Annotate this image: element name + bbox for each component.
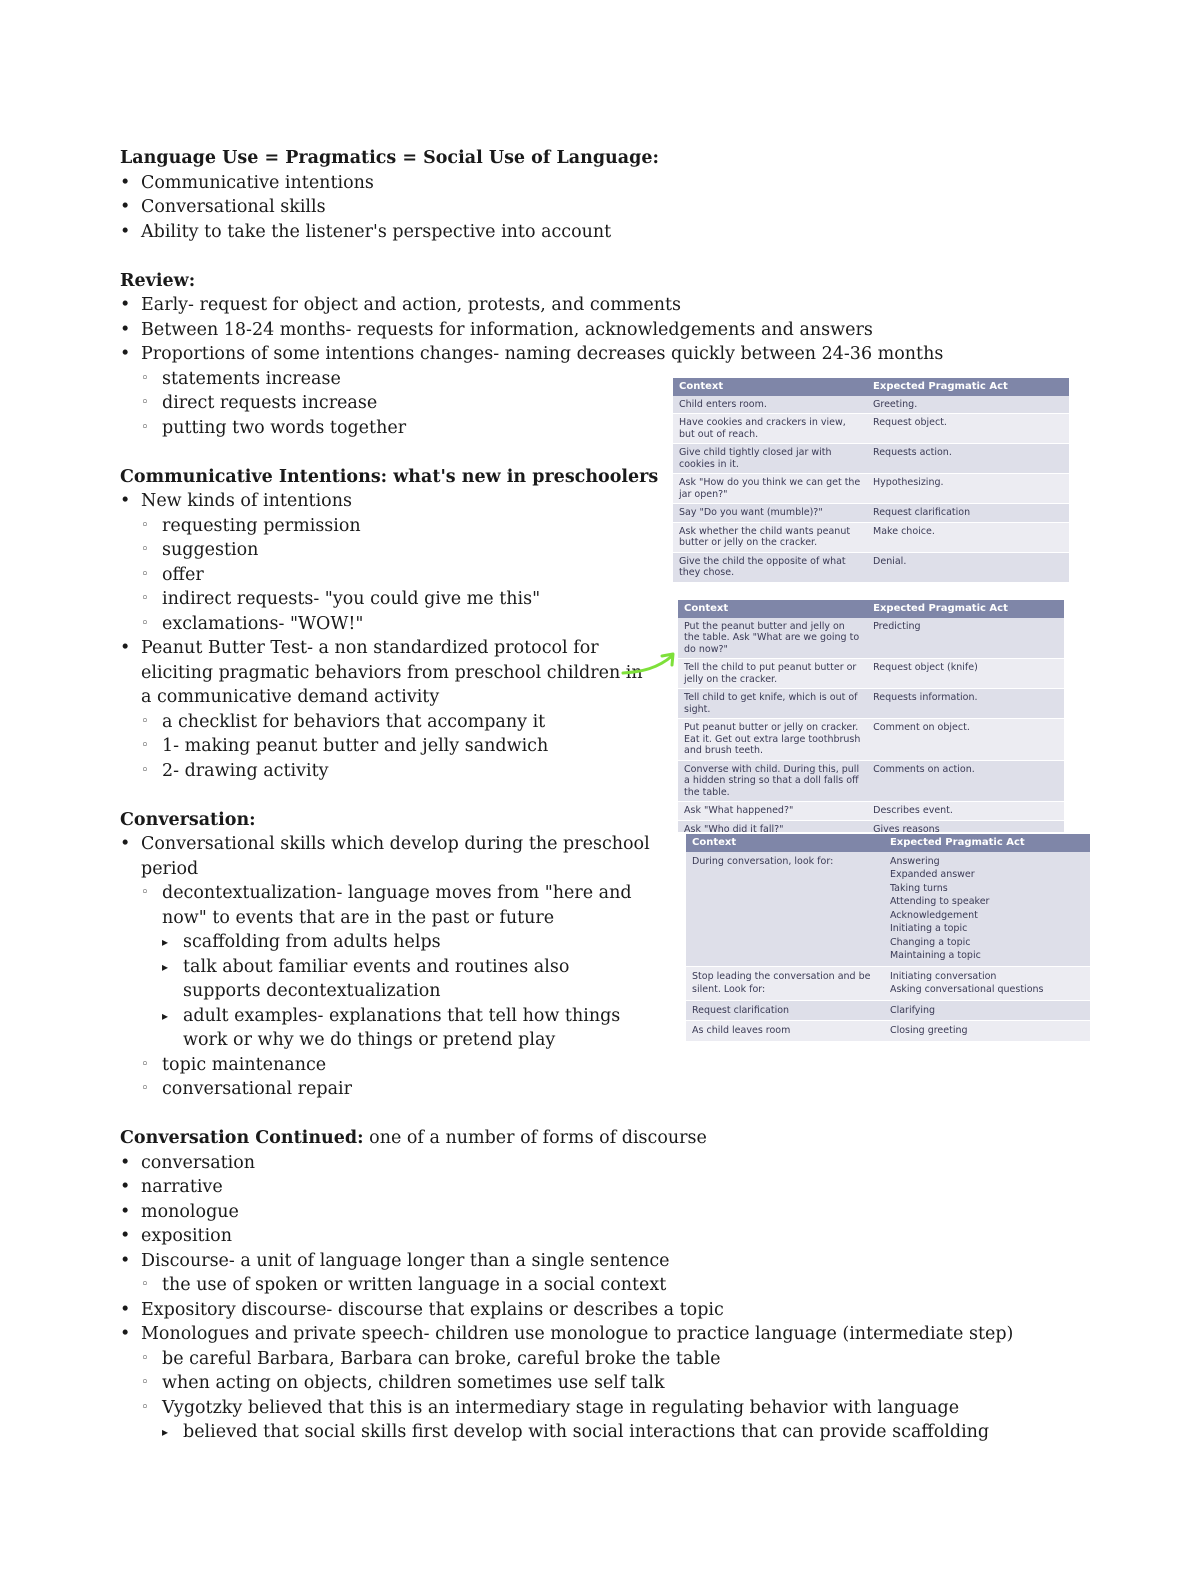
table-row bbox=[673, 504, 1069, 523]
table-row bbox=[678, 659, 1064, 689]
list-item: ▸ believed that social skills first develop with social interactions that can provide scaffolding bbox=[162, 1420, 1180, 1445]
list-item: ◦ Vygotzky believed that this is an intermediary stage in regulating behavior with language ▸ believed that social skills first develop with social interactions that can provide scaffolding bbox=[141, 1396, 1180, 1445]
list-item: • Conversational skills bbox=[120, 195, 1180, 220]
pragmatic-table bbox=[678, 600, 1064, 832]
heading-communicative-intentions: Communicative Intentions: what's new in preschoolers bbox=[120, 466, 659, 487]
list-item: • Discourse- a unit of language longer than a single sentence ◦ the use of spoken or written language in a social context bbox=[120, 1249, 1180, 1298]
list-item: ◦ when acting on objects, children sometimes use self talk bbox=[141, 1371, 1180, 1396]
list-discourse bbox=[120, 1151, 1180, 1445]
table-cell: Child enters room. bbox=[673, 396, 867, 414]
table-cell: Stop leading the conversation and be silent. Look for: bbox=[686, 966, 884, 1000]
list-item: ◦ a checklist for behaviors that accompany it bbox=[141, 710, 650, 735]
list-item: • Proportions of some intentions changes- naming decreases quickly between 24-36 months ◦ statements increase ◦ direct requests increase ◦ putting two words together bbox=[120, 342, 1180, 440]
list-item: ▸ talk about familiar events and routines also supports decontextualization bbox=[162, 955, 650, 1004]
list-item: ◦ putting two words together bbox=[141, 416, 1180, 441]
table-cell: Have cookies and crackers in view, but out of reach. bbox=[673, 414, 867, 444]
table-cell: Tell child to get knife, which is out of sight. bbox=[678, 689, 867, 719]
table-cell: Request clarification bbox=[686, 1000, 884, 1021]
list-item: • Expository discourse- discourse that explains or describes a topic bbox=[120, 1298, 1180, 1323]
list-item: • Early- request for object and action, protests, and comments bbox=[120, 293, 1180, 318]
table-cell: Request clarification bbox=[867, 504, 1069, 523]
table-cell: Ask "Who did it fall?" bbox=[678, 820, 867, 832]
table-cell: Ask whether the child wants peanut butter or jelly on the cracker. bbox=[673, 522, 867, 552]
sublist-new-intentions bbox=[141, 514, 650, 637]
table-cell: Comment on object. bbox=[867, 719, 1064, 761]
table-cell: Requests action. bbox=[867, 444, 1069, 474]
list-item: • monologue bbox=[120, 1200, 1180, 1225]
table-cell: Comments on action. bbox=[867, 760, 1064, 802]
table-cell: Put peanut butter or jelly on cracker. Eat it. Get out extra large toothbrush and brush teeth. bbox=[678, 719, 867, 761]
list-item: • Between 18-24 months- requests for information, acknowledgements and answers bbox=[120, 318, 1180, 343]
list-item: ◦ exclamations- "WOW!" bbox=[141, 612, 650, 637]
sublist-decontextualization bbox=[162, 930, 650, 1053]
table-header-row bbox=[673, 378, 1069, 396]
pragmatic-table-3 bbox=[686, 834, 1090, 1042]
list-item: ▸ adult examples- explanations that tell how things work or why we do things or pretend play bbox=[162, 1004, 650, 1053]
list-conversation bbox=[120, 832, 650, 1102]
pragmatic-table bbox=[686, 834, 1090, 1042]
list-item: ◦ offer bbox=[141, 563, 650, 588]
heading-review: Review: bbox=[120, 270, 196, 291]
table-cell: Predicting bbox=[867, 618, 1064, 659]
list-item: ◦ topic maintenance bbox=[141, 1053, 650, 1078]
table-cell: Denial. bbox=[867, 552, 1069, 582]
list-item: ◦ indirect requests- "you could give me this" bbox=[141, 587, 650, 612]
list-item: • exposition bbox=[120, 1224, 1180, 1249]
sublist-conversational-skills bbox=[141, 881, 650, 1102]
list-item: ◦ suggestion bbox=[141, 538, 650, 563]
table-cell: Initiating conversation Asking conversational questions bbox=[884, 966, 1090, 1000]
list-item: • Monologues and private speech- children use monologue to practice language (intermediate step) ◦ be careful Barbara, Barbara can broke, careful broke the table ◦ when acting on objects, children sometimes use self talk ◦ Vygotzky believed that this is an intermediary stage in regulating behavior with language ▸ believed that social skills first develop with social interactions that can provide scaffolding bbox=[120, 1322, 1180, 1445]
table-cell: Greeting. bbox=[867, 396, 1069, 414]
list-item: • narrative bbox=[120, 1175, 1180, 1200]
sublist-peanut-butter bbox=[141, 710, 650, 784]
table-row bbox=[678, 719, 1064, 761]
heading-conversation-continued: Conversation Continued: one of a number of forms of discourse bbox=[120, 1128, 707, 1148]
table-header-cell: Expected Pragmatic Act bbox=[867, 600, 1064, 618]
table-header-cell: Context bbox=[678, 600, 867, 618]
pragmatic-table bbox=[673, 378, 1069, 583]
table-cell: Describes event. bbox=[867, 802, 1064, 821]
table-row bbox=[686, 966, 1090, 1000]
table-cell: Request object. bbox=[867, 414, 1069, 444]
list-item: ◦ decontextualization- language moves from "here and now" to events that are in the past or future ▸ scaffolding from adults helps ▸ talk about familiar events and routines also supports decontextualization ▸ adult examples- explanations that tell how things work or why we do things or pretend play bbox=[141, 881, 650, 1053]
table-row bbox=[678, 802, 1064, 821]
list-intentions bbox=[120, 489, 650, 783]
heading-language-use: Language Use = Pragmatics = Social Use of Language: bbox=[120, 148, 659, 168]
table-cell: Ask "What happened?" bbox=[678, 802, 867, 821]
list-item: ◦ requesting permission bbox=[141, 514, 650, 539]
table-cell: Clarifying bbox=[884, 1000, 1090, 1021]
table-header-row bbox=[686, 834, 1090, 852]
table-cell: Give child tightly closed jar with cookies in it. bbox=[673, 444, 867, 474]
table-row bbox=[673, 474, 1069, 504]
list-item: • Conversational skills which develop during the preschool period ◦ decontextualization- language moves from "here and now" to events that are in the past or future ▸ scaffolding from adults helps ▸ talk about familiar events and routines also supports decontextualization ▸ adult examples- explanations that tell how things work or why we do things or pretend play ◦ topic maintenance ◦ conversational repair bbox=[120, 832, 650, 1102]
pragmatic-table-2 bbox=[678, 600, 1064, 832]
table-row bbox=[673, 444, 1069, 474]
table-row bbox=[673, 396, 1069, 414]
list-item: • Communicative intentions bbox=[120, 171, 1180, 196]
list-item: • Peanut Butter Test- a non standardized protocol for eliciting pragmatic behaviors from preschool children in a communicative demand activity ◦ a checklist for behaviors that accompany it ◦ 1- making peanut butter and jelly sandwich ◦ 2- drawing activity bbox=[120, 636, 650, 783]
table-cell: Ask "How do you think we can get the jar open?" bbox=[673, 474, 867, 504]
list-item: • Ability to take the listener's perspective into account bbox=[120, 220, 1180, 245]
table-cell: Give the child the opposite of what they chose. bbox=[673, 552, 867, 582]
table-header-row bbox=[678, 600, 1064, 618]
table-header-cell: Expected Pragmatic Act bbox=[867, 378, 1069, 396]
table-cell: During conversation, look for: bbox=[686, 852, 884, 967]
list-item: • conversation bbox=[120, 1151, 1180, 1176]
pragmatic-table-1 bbox=[673, 378, 1069, 583]
list-item: ◦ direct requests increase bbox=[141, 391, 1180, 416]
table-cell: Make choice. bbox=[867, 522, 1069, 552]
table-row bbox=[673, 552, 1069, 582]
table-cell: Request object (knife) bbox=[867, 659, 1064, 689]
table-row bbox=[678, 760, 1064, 802]
table-header-cell: Context bbox=[673, 378, 867, 396]
table-cell: Requests information. bbox=[867, 689, 1064, 719]
table-header-cell: Expected Pragmatic Act bbox=[884, 834, 1090, 852]
list-item: ◦ the use of spoken or written language in a social context bbox=[141, 1273, 1180, 1298]
list-item: • New kinds of intentions ◦ requesting permission ◦ suggestion ◦ offer ◦ indirect requests- "you could give me this" ◦ exclamations- "WOW!" bbox=[120, 489, 650, 636]
list-item: ▸ scaffolding from adults helps bbox=[162, 930, 650, 955]
table-row bbox=[678, 820, 1064, 832]
table-cell: Gives reasons bbox=[867, 820, 1064, 832]
table-cell: As child leaves room bbox=[686, 1021, 884, 1042]
table-row bbox=[686, 1021, 1090, 1042]
table-cell: Closing greeting bbox=[884, 1021, 1090, 1042]
table-row bbox=[673, 522, 1069, 552]
table-row bbox=[678, 618, 1064, 659]
list-item: ◦ conversational repair bbox=[141, 1077, 650, 1102]
list-item: ◦ 1- making peanut butter and jelly sandwich bbox=[141, 734, 650, 759]
table-cell: Put the peanut butter and jelly on the table. Ask "What are we going to do now?" bbox=[678, 618, 867, 659]
table-cell: Hypothesizing. bbox=[867, 474, 1069, 504]
table-header-cell: Context bbox=[686, 834, 884, 852]
list-language-use bbox=[120, 171, 1180, 245]
list-item: ◦ statements increase bbox=[141, 367, 1180, 392]
table-row bbox=[686, 1000, 1090, 1021]
table-row bbox=[673, 414, 1069, 444]
sublist-monologues bbox=[141, 1347, 1180, 1445]
list-item: ◦ 2- drawing activity bbox=[141, 759, 650, 784]
heading-conversation: Conversation: bbox=[120, 809, 256, 830]
table-row bbox=[686, 852, 1090, 967]
table-cell: Converse with child. During this, pull a hidden string so that a doll falls off the table. bbox=[678, 760, 867, 802]
table-row bbox=[678, 689, 1064, 719]
table-cell: Say "Do you want (mumble)?" bbox=[673, 504, 867, 523]
table-cell: Tell the child to put peanut butter or jelly on the cracker. bbox=[678, 659, 867, 689]
table-cell: Answering Expanded answer Taking turns Attending to speaker Acknowledgement Initiating a topic Changing a topic Maintaining a topic bbox=[884, 852, 1090, 967]
green-arrow-icon bbox=[620, 648, 680, 678]
list-item: ◦ be careful Barbara, Barbara can broke, careful broke the table bbox=[141, 1347, 1180, 1372]
